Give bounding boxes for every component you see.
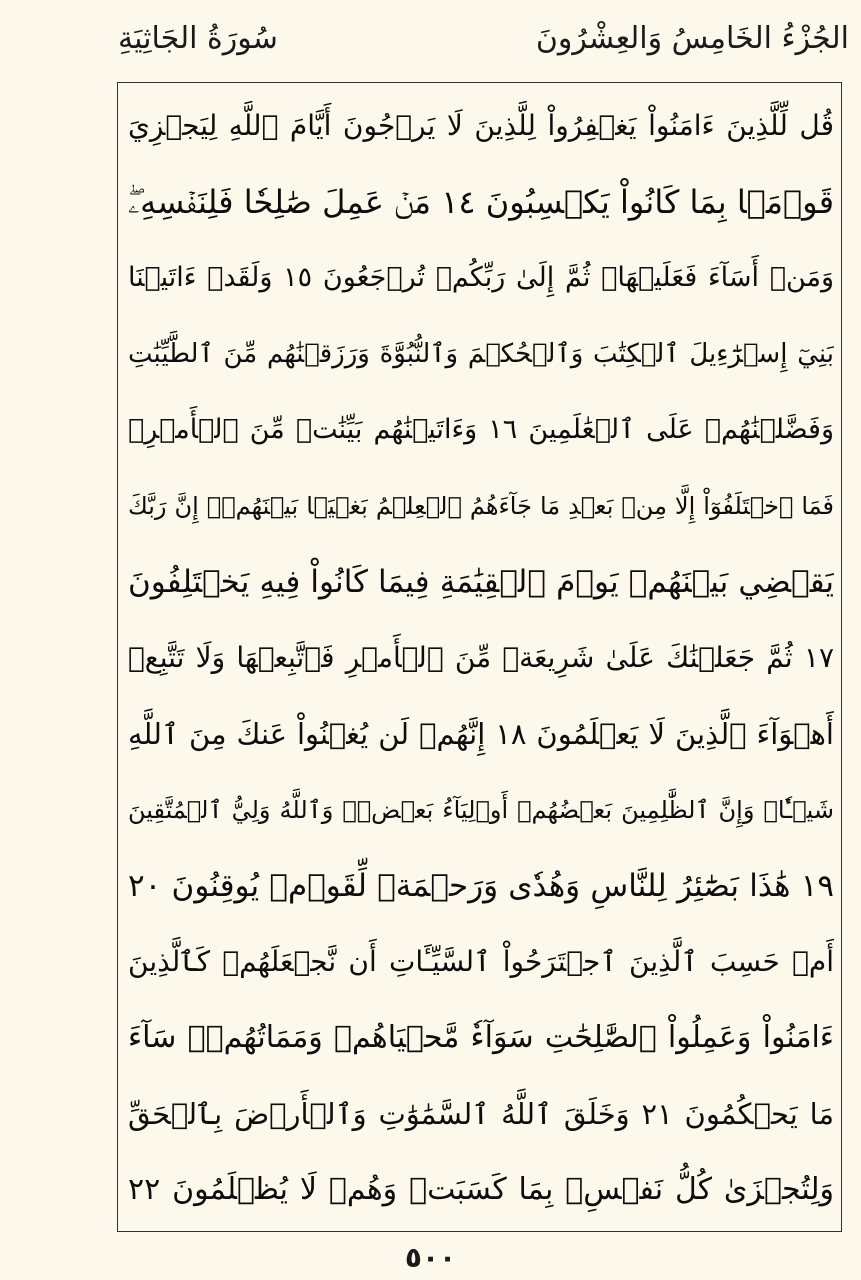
- line-text: ١٩ هَٰذَا بَصَٰٓئِرُ لِلنَّاسِ وَهُدٗى وَرَحۡمَةٞ لِّقَوۡمٖ يُوقِنُونَ ٢٠: [128, 868, 834, 904]
- page-number: ٥٠٠: [404, 1241, 457, 1274]
- line-text: فَمَا ٱخۡتَلَفُوٓاْ إِلَّا مِنۢ بَعۡدِ مَا جَآءَهُمُ ٱلۡعِلۡمُ بَغۡيَۢا بَيۡنَهُمۡۚ إِنَّ رَبَّكَ: [128, 492, 834, 520]
- text-line: [128, 164, 834, 240]
- line-text: مَا يَحۡكُمُونَ ٢١ وَخَلَقَ ٱللَّهُ ٱلسَّمَٰوَٰتِ وَٱلۡأَرۡضَ بِٱلۡحَقِّ: [128, 1097, 834, 1131]
- line-text: يَقۡضِي بَيۡنَهُمۡ يَوۡمَ ٱلۡقِيَٰمَةِ فِيمَا كَانُواْ فِيهِ يَخۡتَلِفُونَ: [128, 564, 834, 600]
- text-line: [128, 88, 834, 164]
- line-text: قُل لِّلَّذِينَ ءَامَنُواْ يَغۡفِرُواْ لِلَّذِينَ لَا يَرۡجُونَ أَيَّامَ ٱللَّهِ لِيَجۡزِيَ: [128, 109, 834, 142]
- line-text: ءَامَنُواْ وَعَمِلُواْ ٱلصَّٰلِحَٰتِ سَوَآءٗ مَّحۡيَاهُمۡ وَمَمَاتُهُمۡۚ سَآءَ: [128, 1020, 834, 1055]
- text-line: [128, 1152, 834, 1228]
- page-header: [0, 0, 861, 80]
- text-line: [128, 544, 834, 620]
- line-text: ١٧ ثُمَّ جَعَلۡنَٰكَ عَلَىٰ شَرِيعَةٖ مِّنَ ٱلۡأَمۡرِ فَٱتَّبِعۡهَا وَلَا تَتَّبِعۡ: [128, 641, 834, 674]
- line-text: أَهۡوَآءَ ٱلَّذِينَ لَا يَعۡلَمُونَ ١٨ إِنَّهُمۡ لَن يُغۡنُواْ عَنكَ مِنَ ٱللَّهِ: [128, 717, 834, 751]
- line-text: بَنِيٓ إِسۡرَٰٓءِيلَ ٱلۡكِتَٰبَ وَٱلۡحُكۡمَ وَٱلنُّبُوَّةَ وَرَزَقۡنَٰهُم مِّنَ ٱلطَّيِّبَٰتِ: [128, 339, 834, 369]
- juz-title: الجُزْءُ الخَامِسُ وَالعِشْرُونَ: [535, 21, 849, 56]
- quran-text-block: [128, 88, 834, 1228]
- text-line: [128, 924, 834, 1000]
- line-text: شَيۡـٔٗاۚ وَإِنَّ ٱلظَّٰلِمِينَ بَعۡضُهُمۡ أَوۡلِيَآءُ بَعۡضٖۖ وَٱللَّهُ وَلِيُّ ٱلۡمُتَّقِينَ: [128, 796, 834, 824]
- text-line: [128, 696, 834, 772]
- line-text: قَوۡمَۢا بِمَا كَانُواْ يَكۡسِبُونَ ١٤ مَنۡ عَمِلَ صَٰلِحٗا فَلِنَفۡسِهِۦۖ: [128, 183, 834, 221]
- text-line: [128, 468, 834, 544]
- text-line: [128, 316, 834, 392]
- surah-title: سُورَةُ الجَاثِيَةِ: [118, 21, 278, 56]
- text-line: [128, 620, 834, 696]
- text-line: [128, 1076, 834, 1152]
- line-text: وَمَنۡ أَسَآءَ فَعَلَيۡهَاۖ ثُمَّ إِلَىٰ رَبِّكُمۡ تُرۡجَعُونَ ١٥ وَلَقَدۡ ءَاتَيۡنَا: [128, 262, 834, 293]
- line-text: وَفَضَّلۡنَٰهُمۡ عَلَى ٱلۡعَٰلَمِينَ ١٦ وَءَاتَيۡنَٰهُم بَيِّنَٰتٖ مِّنَ ٱلۡأَمۡرِۖ: [128, 414, 834, 445]
- line-text: وَلِتُجۡزَىٰ كُلُّ نَفۡسِۢ بِمَا كَسَبَتۡ وَهُمۡ لَا يُظۡلَمُونَ ٢٢: [128, 1172, 834, 1207]
- text-line: [128, 392, 834, 468]
- text-line: [128, 772, 834, 848]
- text-line: [128, 240, 834, 316]
- text-line: [128, 1000, 834, 1076]
- line-text: أَمۡ حَسِبَ ٱلَّذِينَ ٱجۡتَرَحُواْ ٱلسَّيِّـَٔاتِ أَن نَّجۡعَلَهُمۡ كَٱلَّذِينَ: [128, 945, 834, 978]
- text-line: [128, 848, 834, 924]
